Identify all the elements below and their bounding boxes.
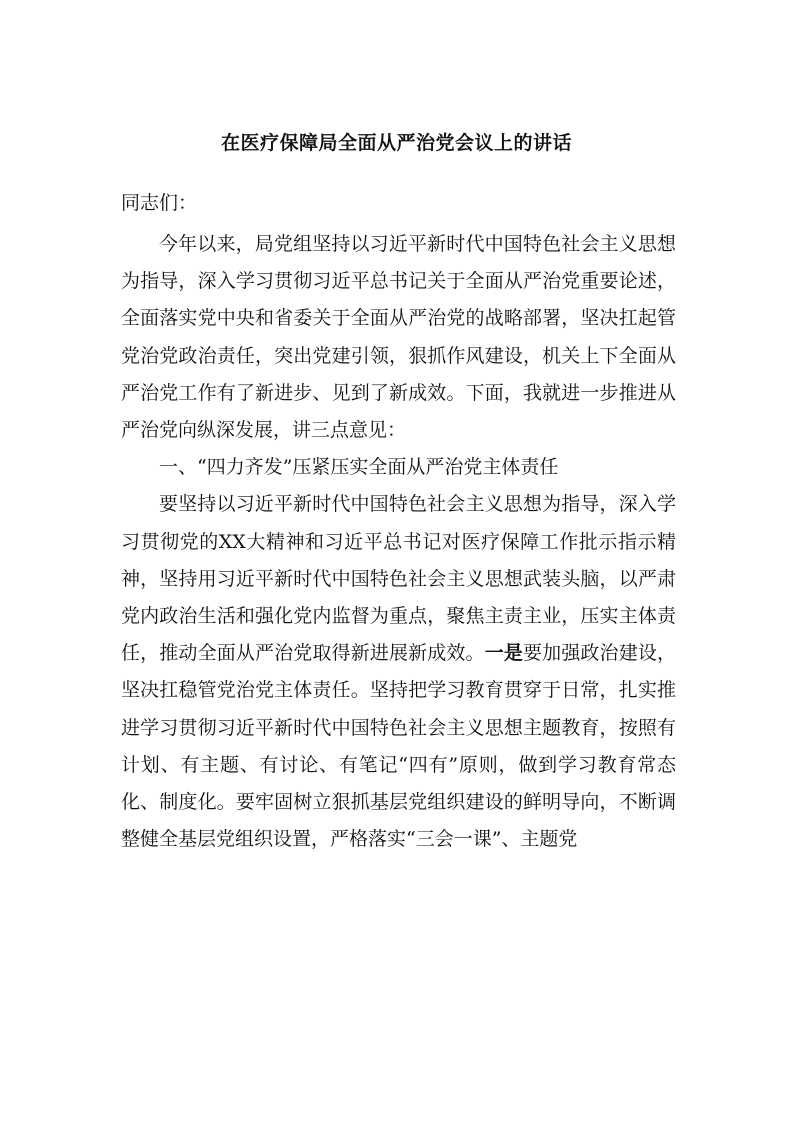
document-title: 在医疗保障局全面从严治党会议上的讲话 xyxy=(220,132,572,154)
intro-paragraph: 今年以来，局党组坚持以习近平新时代中国特色社会主义思想为指导，深入学习贯彻习近平总书记关于全面从严治党重要论述，全面落实党中央和省委关于全面从严治党的战略部署，坚决扛起管党治党政治责任，突出党建引领，狠抓作风建设，机关上下全面从严治党工作有了新进步、见到了新成效。下面，我就进一步推进从严治党向纵深发展，讲三点意见： xyxy=(121,233,676,442)
section-1-rest-text: 要加强政治建设，坚决扛稳管党治党主体责任。坚持把学习教育贯穿于日常，扎实推进学习贯彻习近平新时代中国特色社会主义思想主题教育，按照有计划、有主题、有讨论、有笔记“四有”原则，做到学习教育常态化、制度化。要牢固树立狠抓基层党组织建设的鲜明导向，不断调整健全基层党组织设置，严格落实“三会一课”、主题党 xyxy=(121,642,676,851)
salutation: 同志们： xyxy=(121,192,198,214)
section-1-bold-marker: 一是 xyxy=(484,642,523,665)
document-body xyxy=(121,226,676,858)
section-heading-1: 一、“四力齐发”压紧压实全面从严治党主体责任 xyxy=(159,456,559,479)
section-1-paragraph xyxy=(121,486,676,858)
section-1-lead-text: 要坚持以习近平新时代中国特色社会主义思想为指导，深入学习贯彻党的XX大精神和习近平总书记对医疗保障工作批示指示精神，坚持用习近平新时代中国特色社会主义思想武装头脑，以严肃党内政治生活和强化党内监督为重点，聚焦主责主业，压实主体责任，推动全面从严治党取得新进展新成效。 xyxy=(121,493,676,665)
